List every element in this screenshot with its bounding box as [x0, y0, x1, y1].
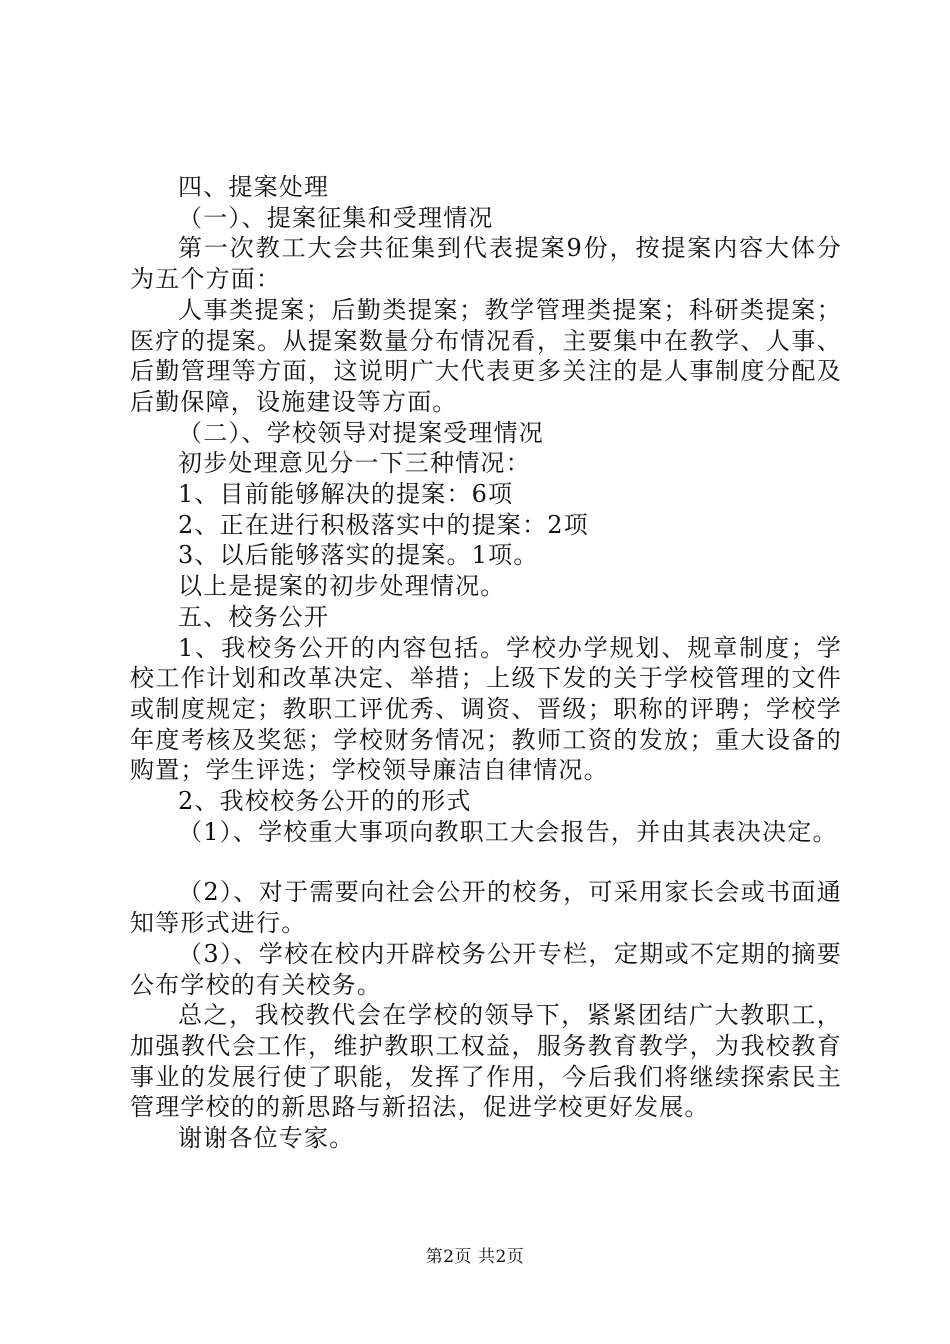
document-body: [130, 172, 842, 1154]
paragraph-disclosure-content: 1、我校务公开的内容包括。学校办学规划、规章制度；学校工作计划和改革决定、举措；上级下发的关于学校管理的文件或制度规定；教职工评优秀、调资、晋级；职称的评聘；学校学年度考核及奖惩；学校财务情况；教师工资的发放；重大设备的购置；学生评选；学校领导廉洁自律情况。: [130, 633, 842, 785]
paragraph-form-3: （3）、学校在校内开辟校务公开专栏，定期或不定期的摘要公布学校的有关校务。: [130, 939, 842, 999]
subheading-proposal-collection: （一）、提案征集和受理情况: [178, 203, 494, 232]
list-item-in-progress: 2、正在进行积极落实中的提案：2项: [178, 510, 589, 539]
page-number-footer: 第2页 共2页: [425, 1247, 525, 1267]
paragraph-conclusion: 总之，我校教代会在学校的领导下，紧紧团结广大教职工，加强教代会工作，维护教职工权益，服务教育教学，为我校教育事业的发展行使了职能，发挥了作用，今后我们将继续探索民主管理学校的的新思路与新招法，促进学校更好发展。: [130, 1001, 842, 1122]
paragraph-disclosure-forms: 2、我校校务公开的的形式: [178, 787, 472, 816]
subheading-leadership-handling: （二）、学校领导对提案受理情况: [178, 418, 544, 447]
paragraph-handling-summary: 以上是提案的初步处理情况。: [178, 572, 506, 601]
list-item-solvable: 1、目前能够解决的提案：6项: [178, 480, 514, 509]
paragraph-thanks: 谢谢各位专家。: [178, 1124, 355, 1153]
paragraph-proposal-categories: 人事类提案；后勤类提案；教学管理类提案；科研类提案；医疗的提案。从提案数量分布情况看，主要集中在教学、人事、后勤管理等方面，这说明广大代表更多关注的是人事制度分配及后勤保障，设施建设等方面。: [130, 295, 842, 416]
paragraph-handling-intro: 初步处理意见分一下三种情况：: [178, 449, 531, 478]
paragraph-form-1: （1）、学校重大事项向教职工大会报告，并由其表决决定。: [178, 817, 838, 846]
section-heading-proposals: 四、提案处理: [178, 173, 330, 201]
list-item-future: 3、以后能够落实的提案。1项。: [178, 541, 539, 570]
paragraph-proposal-count: 第一次教工大会共征集到代表提案9份，按提案内容大体分为五个方面：: [130, 234, 842, 294]
paragraph-form-2: （2）、对于需要向社会公开的校务，可采用家长会或书面通知等形式进行。: [130, 878, 842, 938]
section-heading-disclosure: 五、校务公开: [178, 602, 330, 631]
